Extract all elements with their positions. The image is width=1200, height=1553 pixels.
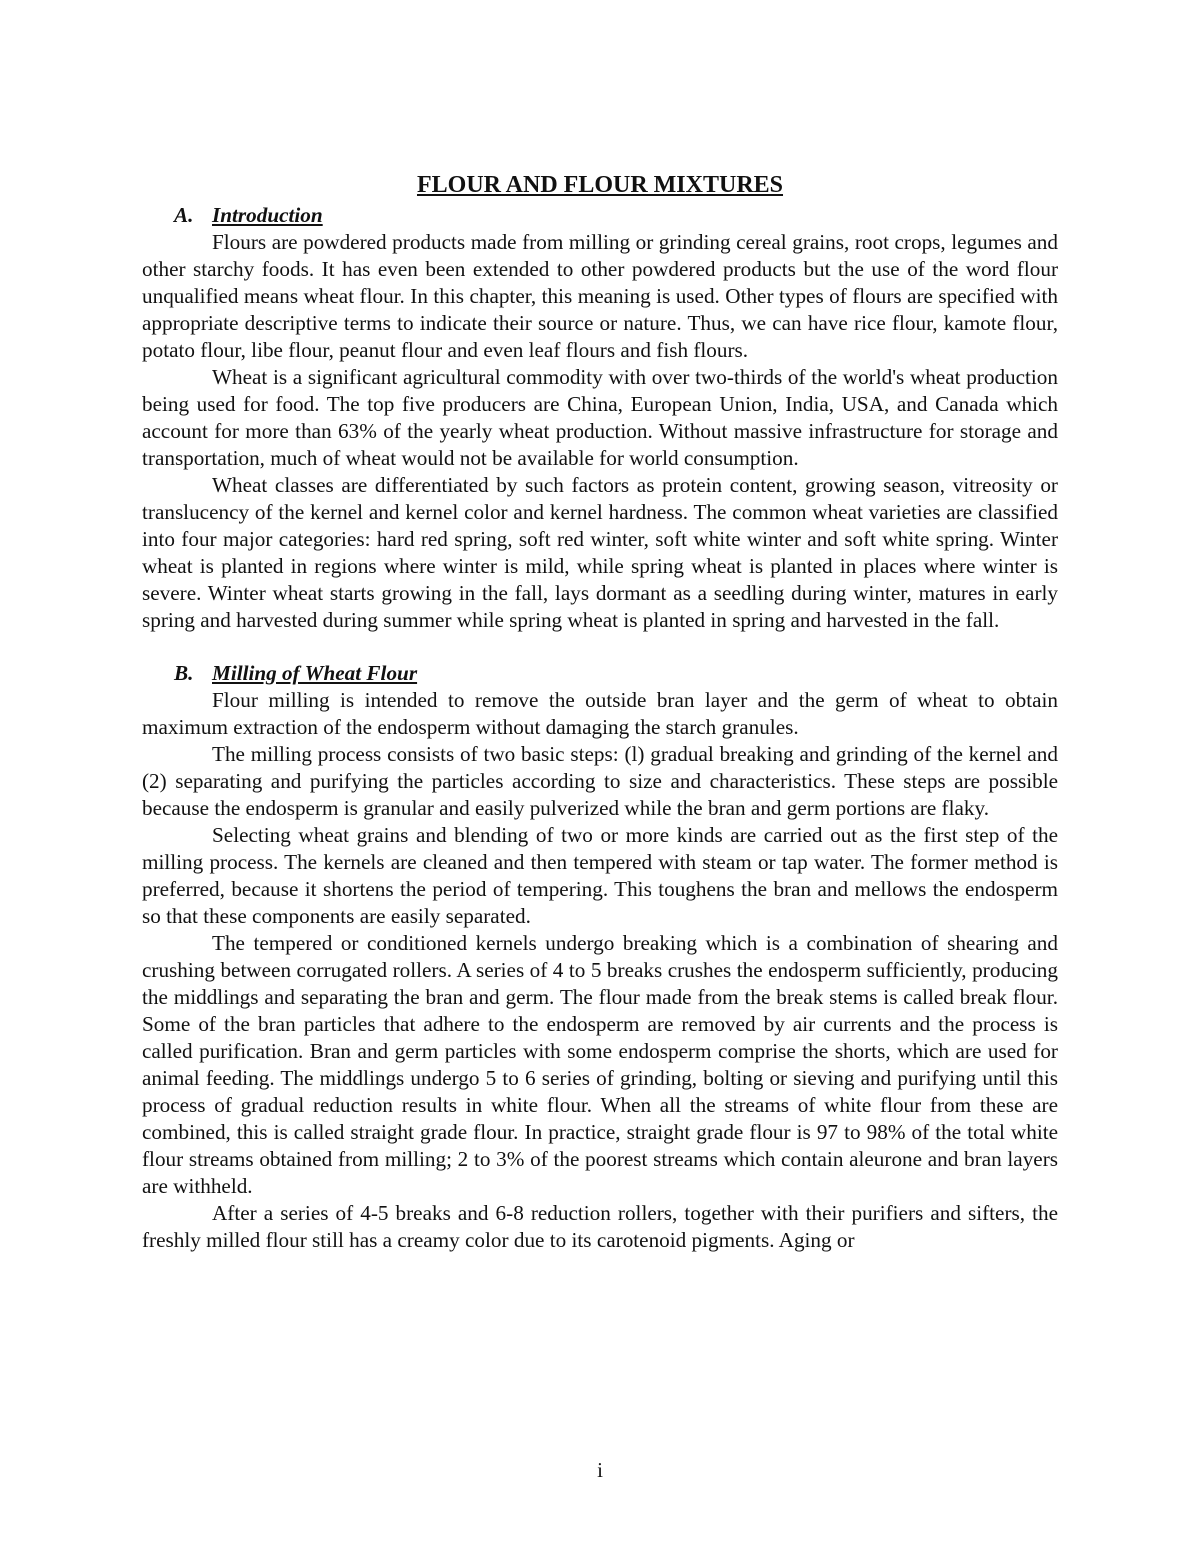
paragraph: Selecting wheat grains and blending of two or more kinds are carried out as the first step of the milling process. The kernels are cleaned and then tempered with steam or tap water. The former method is preferred, because it shortens the period of tempering. This toughens the bran and mellows the endosperm so that these components are easily separated.: [142, 823, 1058, 928]
page-content: [142, 170, 1058, 1254]
page-number: i: [597, 1458, 603, 1482]
section-b-title: Milling of Wheat Flour: [212, 661, 418, 685]
paragraph: After a series of 4-5 breaks and 6-8 reduction rollers, together with their purifiers and sifters, the freshly milled flour still has a creamy color due to its carotenoid pigments. Aging or: [142, 1201, 1058, 1252]
section-a-heading: [142, 202, 1058, 229]
paragraph: Wheat classes are differentiated by such factors as protein content, growing season, vitreosity or translucency of the kernel and kernel color and kernel hardness. The common wheat varieties are classified into four major categories: hard red spring, soft red winter, soft white winter and soft white spring. Winter wheat is planted in regions where winter is mild, while spring wheat is planted in places where winter is severe. Winter wheat starts growing in the fall, lays dormant as a seedling during winter, matures in early spring and harvested during summer while spring wheat is planted in spring and harvested in the fall.: [142, 473, 1058, 632]
paragraph: The tempered or conditioned kernels undergo breaking which is a combination of shearing and crushing between corrugated rollers. A series of 4 to 5 breaks crushes the endosperm sufficiently, producing the middlings and separating the bran and germ. The flour made from the break stems is called break flour. Some of the bran particles that adhere to the endosperm are removed by air currents and the process is called purification. Bran and germ particles with some endosperm comprise the shorts, which are used for animal feeding. The middlings undergo 5 to 6 series of grinding, bolting or sieving and purifying until this process of gradual reduction results in white flour. When all the streams of white flour from these are combined, this is called straight grade flour. In practice, straight grade flour is 97 to 98% of the total white flour streams obtained from milling; 2 to 3% of the poorest streams which contain aleurone and bran layers are withheld.: [142, 931, 1058, 1198]
section-b-letter: B.: [174, 661, 194, 685]
document-title: FLOUR AND FLOUR MIXTURES: [416, 172, 784, 198]
section-a-letter: A.: [174, 203, 194, 227]
section-spacer: [142, 634, 1058, 660]
paragraph: The milling process consists of two basic steps: (l) gradual breaking and grinding of the kernel and (2) separating and purifying the particles according to size and characteristics. These steps are possible because the endosperm is granular and easily pulverized while the bran and germ portions are flaky.: [142, 742, 1058, 820]
paragraph: Flour milling is intended to remove the outside bran layer and the germ of wheat to obtain maximum extraction of the endosperm without damaging the starch granules.: [142, 688, 1058, 739]
section-a-title: Introduction: [212, 203, 323, 227]
section-b-heading: [142, 660, 1058, 687]
paragraph: Wheat is a significant agricultural commodity with over two-thirds of the world's wheat production being used for food. The top five producers are China, European Union, India, USA, and Canada which account for more than 63% of the yearly wheat production. Without massive infrastructure for storage and transportation, much of wheat would not be available for world consumption.: [142, 365, 1058, 470]
paragraph: Flours are powdered products made from milling or grinding cereal grains, root crops, legumes and other starchy foods. It has even been extended to other powdered products but the use of the word flour unqualified means wheat flour. In this chapter, this meaning is used. Other types of flours are specified with appropriate descriptive terms to indicate their source or nature. Thus, we can have rice flour, kamote flour, potato flour, libe flour, peanut flour and even leaf flours and fish flours.: [142, 230, 1058, 362]
